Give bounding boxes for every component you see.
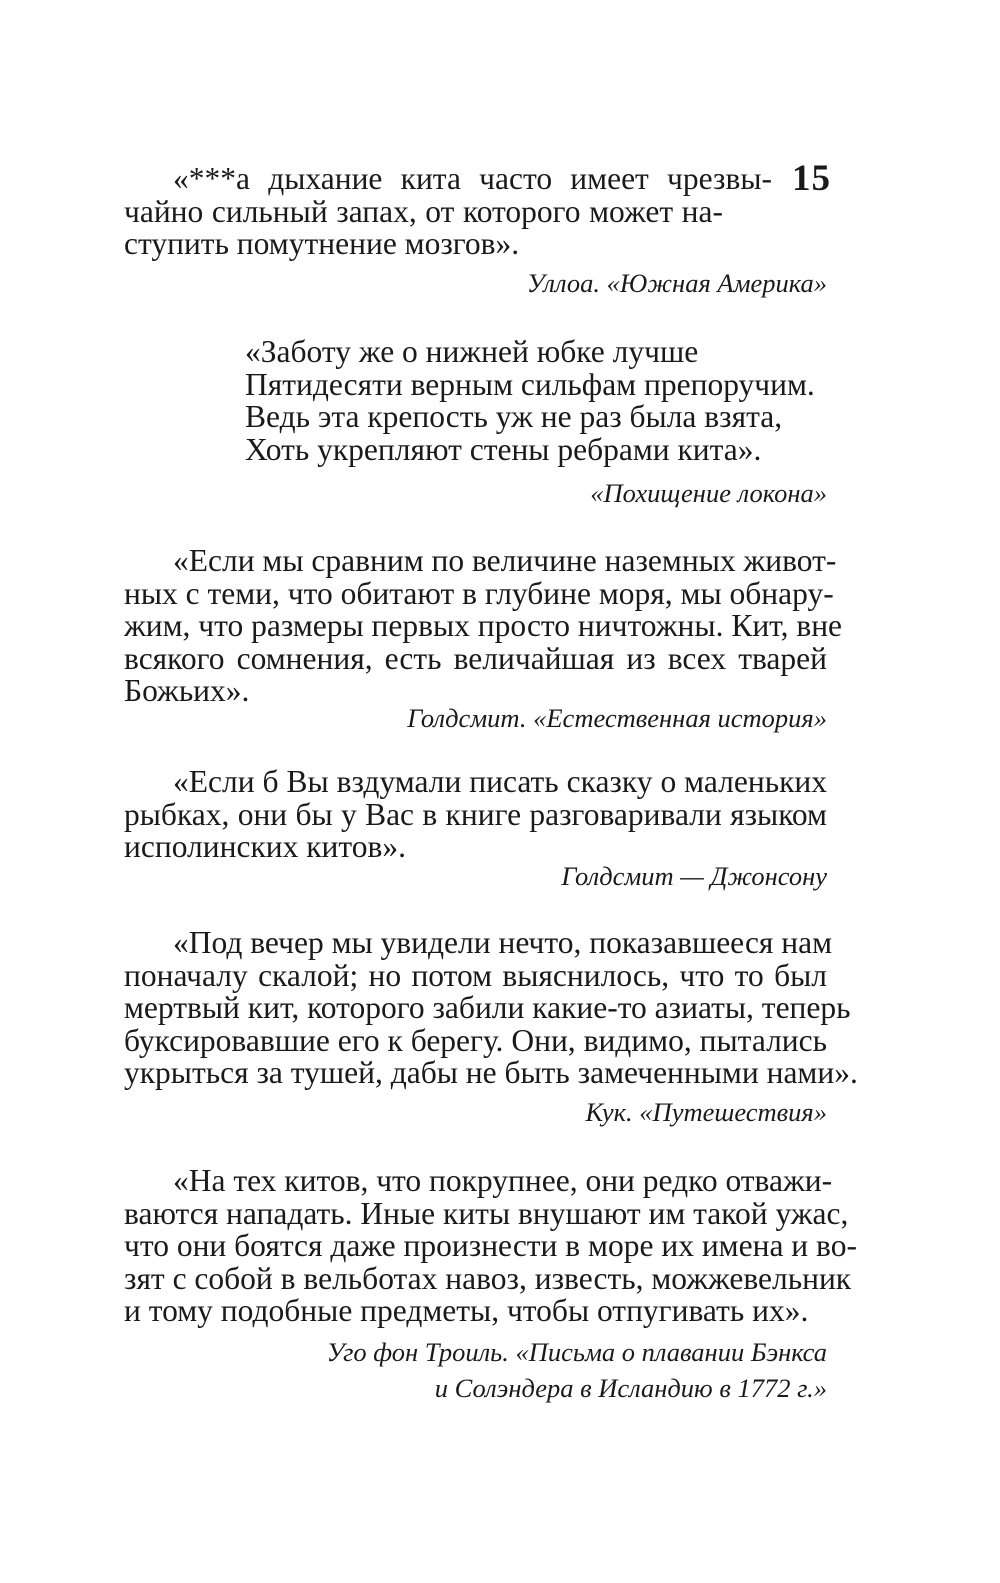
quote-cook-voyages — [124, 925, 858, 1130]
quote-line: жим, что размеры первых просто ничтожны. Кит, вне — [124, 608, 843, 643]
quote-ulloa — [124, 163, 827, 301]
quote-rape-of-the-lock — [245, 336, 845, 466]
quote-von-troil — [124, 1163, 857, 1406]
quote-line: «Если мы сравним по величине наземных живот- — [173, 543, 837, 578]
verse-line: Ведь эта крепость уж не раз была взята, — [245, 399, 783, 434]
quote-attribution: Уго фон Троиль. «Письма о плавании Бэнкса — [326, 1336, 827, 1367]
quote-attribution: Уллоа. «Южная Америка» — [526, 267, 827, 298]
quote-line: ных с теми, что обитают в глубине моря, мы обнару- — [124, 575, 834, 611]
quote-line: что они боятся даже произнести в море их имена и во- — [124, 1228, 857, 1263]
quote-line: чайно сильный запах, от которого может на- — [124, 193, 723, 229]
quote-line: ваются нападать. Иные киты внушают им такой ужас, — [124, 1195, 849, 1231]
quote-attribution: Голдсмит — Джонсону — [561, 860, 827, 891]
quote-line: Божьих». — [124, 673, 250, 708]
quote-line: «***а дыхание кита часто имеет чрезвы- — [173, 161, 772, 196]
quote-attribution: и Солэндера в Исландию в 1772 г.» — [434, 1372, 827, 1403]
quote-line: укрыться за тушей, дабы не быть замеченными нами». — [124, 1055, 858, 1090]
quote-line: «Если б Вы вздумали писать сказку о маленьких — [173, 764, 827, 799]
quote-line: ступить помутнение мозгов». — [124, 226, 520, 261]
quote-line: зят с собой в вельботах навоз, известь, можжевельник — [124, 1260, 852, 1296]
quote-line: всякого сомнения, есть величайшая из всех тварей — [124, 640, 827, 676]
quote-goldsmith-johnson — [124, 766, 827, 894]
page-number: 15 — [792, 158, 831, 199]
verse-line: Хоть укрепляют стены ребрами кита». — [245, 431, 762, 467]
verse-line: Пятидесяти верным сильфам препоручим. — [245, 366, 815, 402]
quote-line: рыбках, они бы у Вас в книге разговаривали языком — [124, 796, 827, 832]
quote-attribution: Голдсмит. «Естественная история» — [407, 702, 827, 733]
verse-line: «Заботу же о нижней юбке лучше — [245, 334, 699, 369]
quote-attribution: Кук. «Путешествия» — [585, 1096, 827, 1127]
quote-line: буксировавшие его к берегу. Они, видимо, пытались — [124, 1022, 827, 1058]
quote-goldsmith-natural-history — [124, 543, 843, 736]
quote-line: поначалу скалой; но потом выяснилось, что то был — [124, 957, 827, 993]
quote-line: «На тех китов, что покрупнее, они редко отважи- — [173, 1163, 833, 1198]
quote-line: и тому подобные предметы, чтобы отпугивать их». — [124, 1293, 809, 1328]
quote-line: исполинских китов». — [124, 829, 406, 864]
quote-line: «Под вечер мы увидели нечто, показавшееся нам — [173, 925, 833, 960]
quote-line: мертвый кит, которого забили какие-то азиаты, теперь — [124, 990, 851, 1025]
quote-attribution: «Похищение локона» — [590, 478, 827, 508]
